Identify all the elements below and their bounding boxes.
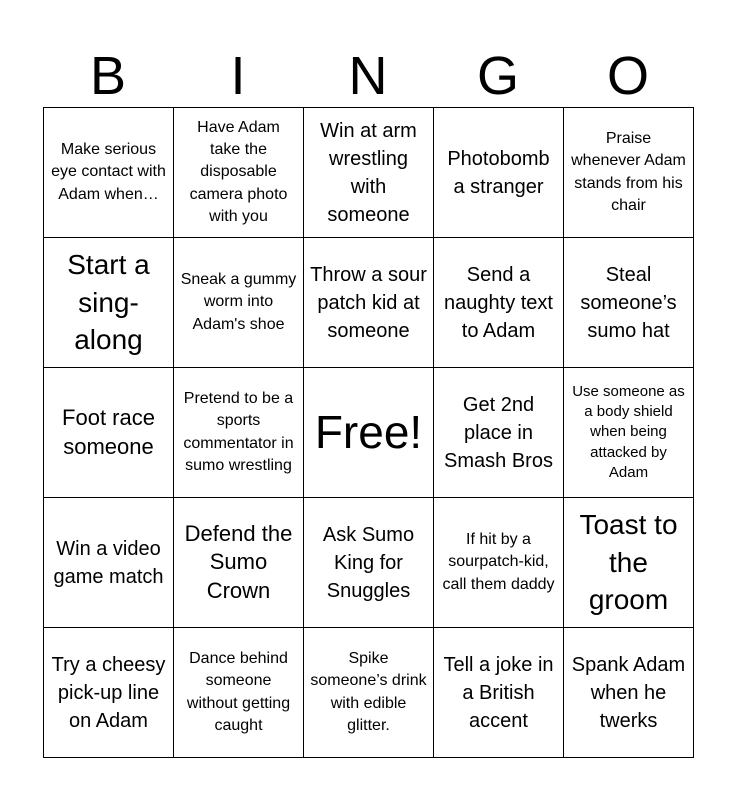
- cell-text: Get 2nd place in Smash Bros: [444, 393, 553, 472]
- bingo-cell-r2-c3[interactable]: [434, 368, 564, 498]
- cell-text: Win at arm wrestling with someone: [320, 119, 417, 226]
- bingo-cell-r2-c4[interactable]: [564, 368, 694, 498]
- cell-text: Win a video game match: [53, 537, 164, 588]
- bingo-cell-r1-c4[interactable]: [564, 238, 694, 368]
- bingo-cell-r0-c2[interactable]: [304, 108, 434, 238]
- header-letter-i: I: [230, 46, 246, 106]
- bingo-cell-r4-c1[interactable]: [174, 628, 304, 758]
- cell-text: Steal someone’s sumo hat: [580, 263, 677, 342]
- cell-text: Make serious eye contact with Adam when…: [51, 140, 166, 203]
- cell-text: Toast to the groom: [579, 508, 678, 616]
- bingo-cell-r2-c0[interactable]: [44, 368, 174, 498]
- bingo-cell-r1-c3[interactable]: [434, 238, 564, 368]
- bingo-cell-r0-c4[interactable]: [564, 108, 694, 238]
- header-letter-g: G: [476, 46, 519, 106]
- bingo-cell-r4-c2[interactable]: [304, 628, 434, 758]
- cell-text: Ask Sumo King for Snuggles: [322, 523, 415, 602]
- bingo-cell-r4-c4[interactable]: [564, 628, 694, 758]
- cell-text: Send a naughty text to Adam: [444, 263, 553, 342]
- header-letter-n: N: [348, 46, 388, 106]
- bingo-cell-r1-c0[interactable]: [44, 238, 174, 368]
- bingo-cell-r3-c0[interactable]: [44, 498, 174, 628]
- bingo-cell-r3-c1[interactable]: [174, 498, 304, 628]
- bingo-cell-r2-c1[interactable]: [174, 368, 304, 498]
- cell-text: Defend the Sumo Crown: [184, 520, 293, 603]
- bingo-cell-r1-c1[interactable]: [174, 238, 304, 368]
- cell-text: Dance behind someone without getting caught: [186, 649, 291, 734]
- bingo-cell-free[interactable]: [304, 368, 434, 498]
- header-letter-b: B: [89, 46, 127, 106]
- cell-text: Spank Adam when he twerks: [571, 653, 686, 732]
- cell-text: Start a sing-along: [67, 248, 150, 356]
- cell-text: Throw a sour patch kid at someone: [310, 263, 427, 342]
- bingo-cell-r3-c2[interactable]: [304, 498, 434, 628]
- bingo-cell-r0-c3[interactable]: [434, 108, 564, 238]
- bingo-header: [43, 44, 693, 108]
- cell-text: Use someone as a body shield when being attacked by Adam: [572, 382, 685, 481]
- header-letter-o: O: [606, 46, 649, 106]
- bingo-cell-r4-c3[interactable]: [434, 628, 564, 758]
- cell-text: If hit by a sourpatch-kid, call them daddy: [442, 530, 555, 593]
- bingo-cell-r3-c3[interactable]: [434, 498, 564, 628]
- bingo-cell-r3-c4[interactable]: [564, 498, 694, 628]
- cell-text: Foot race someone: [62, 404, 155, 459]
- cell-text: Spike someone’s drink with edible glitter.: [310, 649, 427, 734]
- bingo-cell-r1-c2[interactable]: [304, 238, 434, 368]
- cell-text: Try a cheesy pick-up line on Adam: [51, 653, 166, 732]
- cell-text: Have Adam take the disposable camera photo with you: [189, 118, 288, 226]
- cell-text: Pretend to be a sports commentator in sumo wrestling: [183, 389, 294, 474]
- free-space-text: Free!: [314, 405, 423, 458]
- cell-text: Sneak a gummy worm into Adam's shoe: [180, 270, 297, 333]
- cell-text: Praise whenever Adam stands from his chair: [571, 129, 686, 214]
- cell-text: Photobomb a stranger: [447, 147, 550, 198]
- bingo-cell-r0-c0[interactable]: [44, 108, 174, 238]
- bingo-cell-r4-c0[interactable]: [44, 628, 174, 758]
- bingo-board: [43, 107, 694, 758]
- cell-text: Tell a joke in a British accent: [443, 653, 554, 732]
- bingo-cell-r0-c1[interactable]: [174, 108, 304, 238]
